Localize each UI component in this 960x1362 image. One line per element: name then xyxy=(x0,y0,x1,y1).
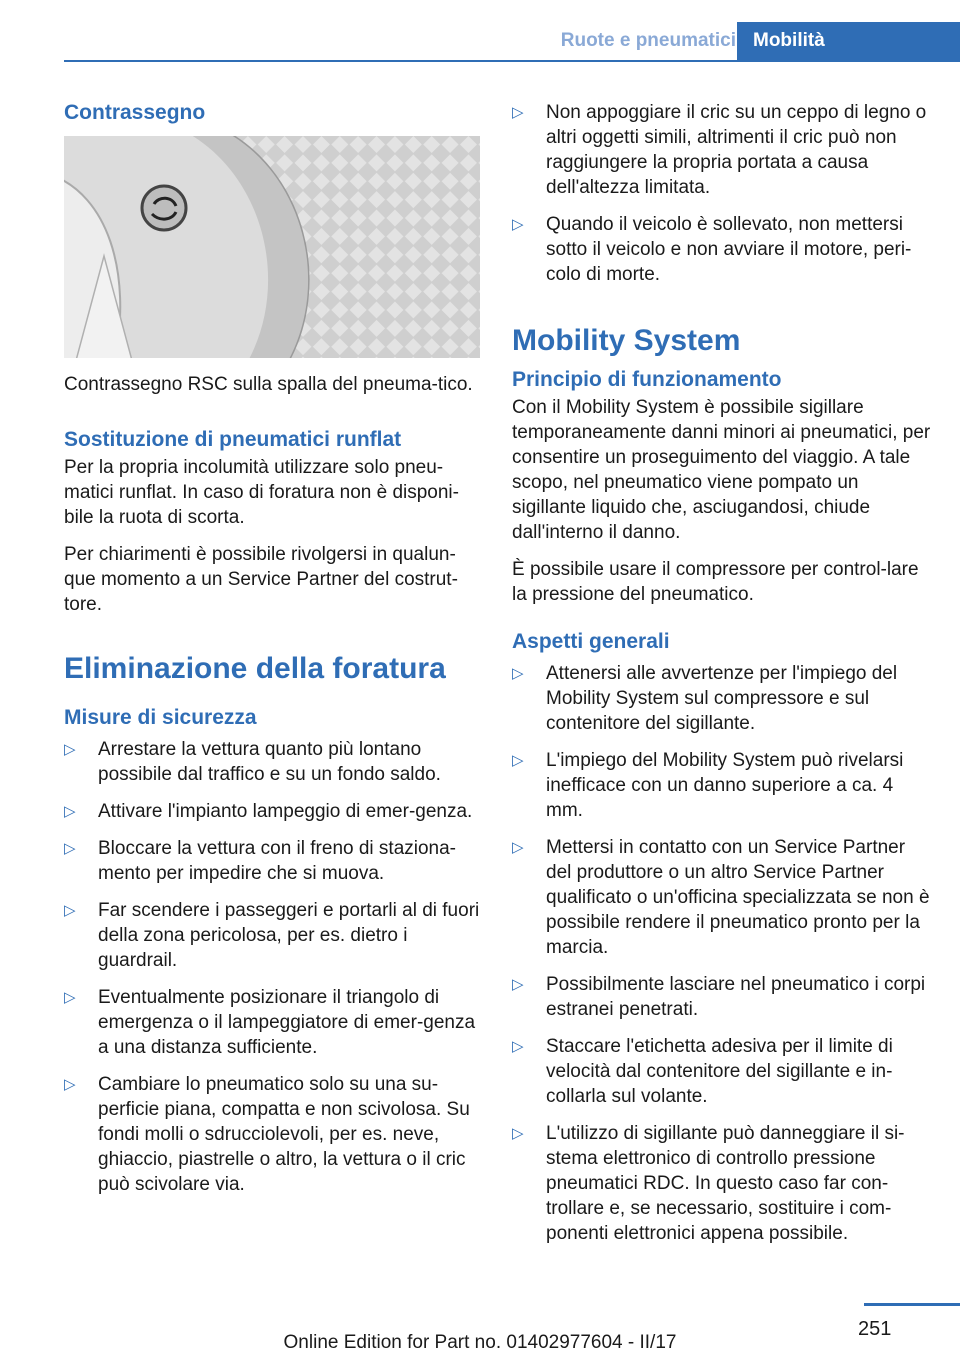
triangle-bullet-icon: ▷ xyxy=(512,104,524,121)
rsc-logo-icon xyxy=(142,186,186,230)
triangle-bullet-icon: ▷ xyxy=(512,1038,524,1055)
general-aspects-list xyxy=(512,661,932,1246)
triangle-bullet-icon: ▷ xyxy=(64,840,76,857)
triangle-bullet-icon: ▷ xyxy=(512,839,524,856)
runflat-paragraph-1: Per la propria incolumità utilizzare solo pneu-matici runflat. In caso di foratura non è disponi-bile la ruota di scorta. xyxy=(64,457,459,528)
list-item: ▷ Staccare l'etichetta adesiva per il limite di velocità dal contenitore del sigillante e in-collarla sul volante. xyxy=(512,1036,893,1107)
triangle-bullet-icon: ▷ xyxy=(512,665,524,682)
triangle-bullet-icon: ▷ xyxy=(512,752,524,769)
list-item: ▷ Bloccare la vettura con il freno di staziona-mento per impedire che si muova. xyxy=(64,838,457,884)
right-column xyxy=(512,100,932,1258)
heading-contrassegno: Contrassegno xyxy=(64,101,206,124)
triangle-bullet-icon: ▷ xyxy=(64,741,76,758)
list-item: ▷ Mettersi in contatto con un Service Partner del produttore o un altro Service Partner qualificato o un'officina specializzata se non è possibile rendere il pneumatico pronto per la marcia. xyxy=(512,837,930,958)
list-item: ▷ L'utilizzo di sigillante può danneggiare il si-stema elettronico di controllo pressione pneumatici RDC. In questo caso far con-trollare e, se necessario, sostituire i com-ponenti elettronici appena possibile. xyxy=(512,1123,905,1244)
figure-caption: Contrassegno RSC sulla spalla del pneuma-tico. xyxy=(64,374,473,395)
triangle-bullet-icon: ▷ xyxy=(64,803,76,820)
page-number: 251 xyxy=(858,1318,892,1340)
header-rule xyxy=(64,60,960,62)
section-tab[interactable]: Ruote e pneumatici xyxy=(560,30,736,51)
triangle-bullet-icon: ▷ xyxy=(512,976,524,993)
list-item: ▷ L'impiego del Mobility System può rivelarsi inefficace con un danno superiore a ca. 4 mm. xyxy=(512,750,904,821)
page-header xyxy=(0,0,960,62)
list-item: ▷ Non appoggiare il cric su un ceppo di legno o altri oggetti simili, altrimenti il cric può non raggiungere la propria portata a causa dell'altezza limitata. xyxy=(512,102,927,198)
heading-runflat: Sostituzione di pneumatici runflat xyxy=(64,428,402,451)
triangle-bullet-icon: ▷ xyxy=(512,1125,524,1142)
list-item: ▷ Eventualmente posizionare il triangolo di emergenza o il lampeggiatore di emer-genza a una distanza sufficiente. xyxy=(64,987,476,1058)
principio-paragraph-2: È possibile usare il compressore per control-lare la pressione del pneumatico. xyxy=(512,559,919,605)
list-item: ▷ Quando il veicolo è sollevato, non mettersi sotto il veicolo e non avviare il motore, peri-colo di morte. xyxy=(512,214,912,285)
safety-measures-list xyxy=(64,737,480,1197)
list-item: ▷ Arrestare la vettura quanto più lontano possibile dal traffico e su un fondo saldo. xyxy=(64,739,441,785)
principio-paragraph-1: Con il Mobility System è possibile sigillare temporaneamente danni minori ai pneumatici, per consentire un proseguimento del viaggio. A tale scopo, nel pneumatico viene pompato un sigillante liquido che, asciugandosi, chiude dall'interno il danno. xyxy=(512,397,931,543)
list-item: ▷ Attenersi alle avvertenze per l'impiego del Mobility System sul compressore e sul contenitore del sigillante. xyxy=(512,663,898,734)
heading-mobility-system: Mobility System xyxy=(512,324,741,357)
left-column xyxy=(64,100,480,1209)
list-item: ▷ Attivare l'impianto lampeggio di emer-genza. xyxy=(64,801,473,822)
runflat-paragraph-2: Per chiarimenti è possibile rivolgersi in qualun-que momento a un Service Partner del costrut-tore. xyxy=(64,544,458,615)
tire-rsc-figure xyxy=(64,136,480,358)
triangle-bullet-icon: ▷ xyxy=(64,902,76,919)
chapter-tab[interactable]: Mobilità xyxy=(737,22,960,60)
triangle-bullet-icon: ▷ xyxy=(512,216,524,233)
heading-eliminazione: Eliminazione della foratura xyxy=(64,652,446,685)
list-item: ▷ Possibilmente lasciare nel pneumatico i corpi estranei penetrati. xyxy=(512,974,926,1020)
safety-measures-continued xyxy=(512,100,932,287)
list-item: ▷ Cambiare lo pneumatico solo su una su-perficie piana, compatta e non scivolosa. Su fondi molli o sdrucciolevoli, per es. neve, ghiaccio, piastrelle o altro, la vettura o il cric può scivolare via. xyxy=(64,1074,470,1195)
footer-rule xyxy=(864,1303,960,1306)
heading-aspetti: Aspetti generali xyxy=(512,630,670,653)
edition-footer: Online Edition for Part no. 01402977604 - II/17 xyxy=(283,1332,677,1353)
tire-illustration xyxy=(64,136,480,358)
heading-misure: Misure di sicurezza xyxy=(64,706,257,729)
triangle-bullet-icon: ▷ xyxy=(64,1076,76,1093)
list-item: ▷ Far scendere i passeggeri e portarli al di fuori della zona pericolosa, per es. dietro i guardrail. xyxy=(64,900,480,971)
heading-principio: Principio di funzionamento xyxy=(512,368,782,391)
triangle-bullet-icon: ▷ xyxy=(64,989,76,1006)
